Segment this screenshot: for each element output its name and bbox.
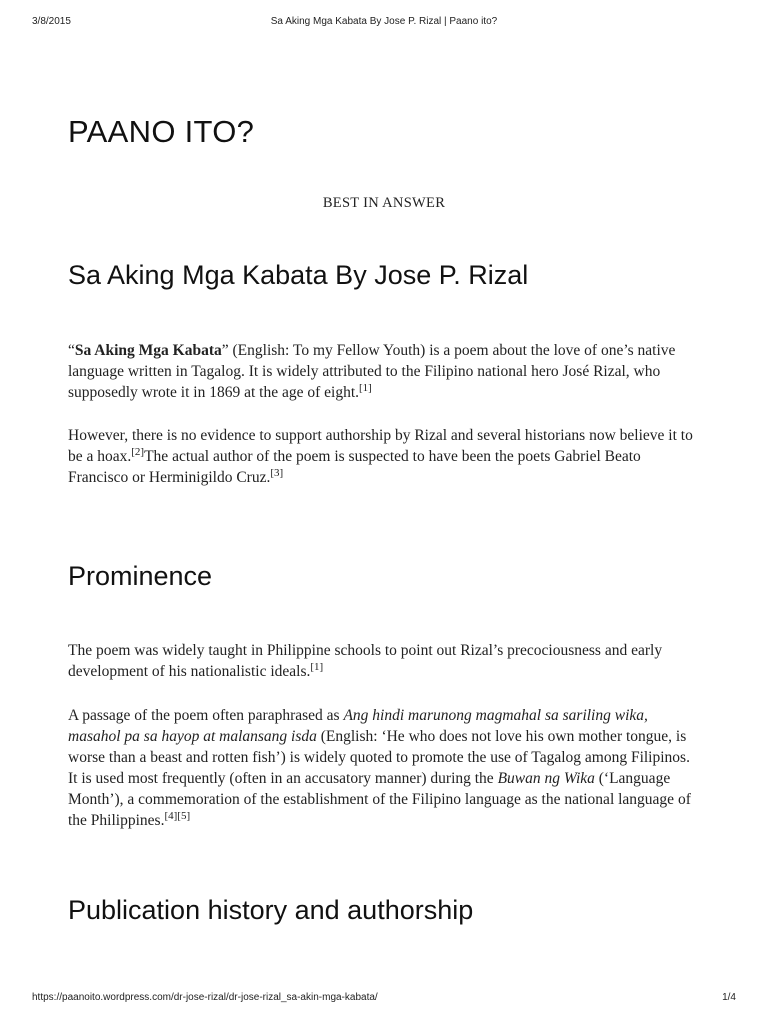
authorship-doubt-paragraph [68, 425, 700, 488]
print-page-title: Sa Aking Mga Kabata By Jose P. Rizal | Paano ito? [270, 16, 498, 27]
article-title[interactable]: Sa Aking Mga Kabata By Jose P. Rizal [68, 260, 529, 290]
intro-text: ” (English: To my Fellow Youth) is a poem about the love of one’s native language written in Tagalog. It is widely attributed to the Filipino national hero José Rizal, who supposedly wrote it in 1869 at the age of eight. [68, 342, 676, 401]
paragraph-text: A passage of the poem often paraphrased as [68, 707, 344, 724]
citation-link[interactable]: [1] [359, 382, 372, 394]
publication-heading: Publication history and authorship [68, 895, 474, 925]
paragraph-text: The poem was widely taught in Philippine schools to point out Rizal’s precociousness and early development of his nationalistic ideals. [68, 642, 663, 680]
site-title[interactable]: PAANO ITO? [68, 114, 255, 149]
buwan-ng-wika-italic: Buwan ng Wika [497, 770, 595, 787]
site-tagline: BEST IN ANSWER [322, 195, 446, 211]
print-footer [0, 992, 768, 1006]
citation-link[interactable]: [4][5] [164, 810, 191, 822]
citation-link[interactable]: [1] [310, 661, 324, 673]
citation-link[interactable]: [3] [270, 467, 284, 479]
paragraph-text: (English: ‘He who does not love his own mother tongue, is worse than a beast and rotten fish’) is widely quoted to promote the use of Tagalog among Filipinos. It is used most frequently (often in an accusatory manner) during the [68, 728, 690, 787]
paragraph-text: The actual author of the poem is suspected to have been the poets Gabriel Beato Francisco or Herminigildo Cruz. [68, 448, 641, 486]
article-intro-paragraph [68, 340, 700, 403]
open-quote: “ [68, 342, 75, 359]
prominence-heading: Prominence [68, 561, 213, 591]
citation-link[interactable]: [2] [131, 446, 145, 458]
print-header [0, 16, 768, 30]
paragraph-text: (‘Language Month’), a commemoration of the establishment of the Filipino language as the national language of the Philippines. [68, 770, 691, 829]
tagalog-quote-italic: Ang hindi marunong magmahal sa sariling wika, masahol pa sa hayop at malansang isda [68, 707, 648, 745]
page-number: 1/4 [722, 992, 736, 1003]
prominence-paragraph-1 [68, 640, 700, 682]
prominence-paragraph-2 [68, 705, 700, 831]
poem-title-bold: Sa Aking Mga Kabata [74, 342, 222, 359]
paragraph-text: However, there is no evidence to support authorship by Rizal and several historians now believe it to be a hoax. [68, 427, 693, 465]
print-date: 3/8/2015 [32, 16, 71, 27]
print-url: https://paanoito.wordpress.com/dr-jose-rizal/dr-jose-rizal_sa-akin-mga-kabata/ [32, 992, 378, 1003]
